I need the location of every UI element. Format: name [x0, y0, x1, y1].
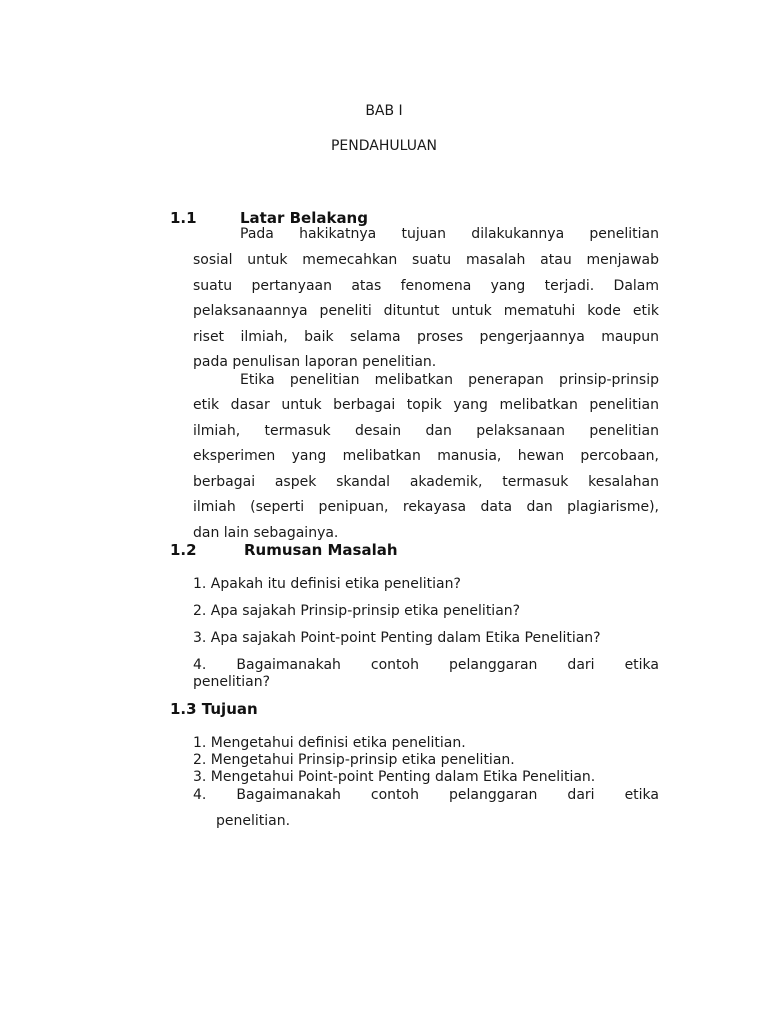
- chapter-title: PENDAHULUAN: [330, 138, 438, 154]
- chapter-label: BAB I: [365, 103, 403, 119]
- list-item: 2. Mengetahui Prinsip-prinsip etika penelitian.: [193, 752, 515, 768]
- paragraph-line: ilmiah, termasuk desain dan pelaksanaan penelitian: [193, 423, 659, 439]
- paragraph-line: etik dasar untuk berbagai topik yang melibatkan penelitian: [193, 397, 659, 413]
- paragraph-line: dan lain sebagainya.: [193, 525, 339, 541]
- paragraph-line: ilmiah (seperti penipuan, rekayasa data dan plagiarisme),: [193, 499, 659, 515]
- list-item: 4. Bagaimanakah contoh pelanggaran dari etika: [193, 787, 659, 803]
- list-item-continuation: penelitian?: [193, 674, 271, 690]
- section-title: Latar Belakang: [240, 209, 368, 227]
- section-title: Rumusan Masalah: [244, 541, 398, 559]
- paragraph-line: pelaksanaannya peneliti dituntut untuk mematuhi kode etik: [193, 303, 659, 319]
- paragraph-line: berbagai aspek skandal akademik, termasuk kesalahan: [193, 474, 659, 490]
- list-item: 1. Apakah itu definisi etika penelitian?: [193, 576, 461, 592]
- paragraph-line: eksperimen yang melibatkan manusia, hewan percobaan,: [193, 448, 659, 464]
- list-item: 2. Apa sajakah Prinsip-prinsip etika penelitian?: [193, 603, 521, 619]
- section-number: 1.1: [170, 209, 197, 227]
- list-item: 1. Mengetahui definisi etika penelitian.: [193, 735, 466, 751]
- paragraph-line: Pada hakikatnya tujuan dilakukannya penelitian: [240, 226, 659, 242]
- paragraph-line: sosial untuk memecahkan suatu masalah atau menjawab: [193, 252, 659, 268]
- paragraph-line: Etika penelitian melibatkan penerapan prinsip-prinsip: [240, 372, 659, 388]
- paragraph-line: pada penulisan laporan penelitian.: [193, 354, 437, 370]
- paragraph-line: riset ilmiah, baik selama proses pengerjaannya maupun: [193, 329, 659, 345]
- section-heading: 1.3 Tujuan: [170, 700, 258, 718]
- list-item-continuation: penelitian.: [216, 813, 291, 829]
- list-item: 3. Apa sajakah Point-point Penting dalam Etika Penelitian?: [193, 630, 601, 646]
- paragraph-line: suatu pertanyaan atas fenomena yang terjadi. Dalam: [193, 278, 659, 294]
- section-number: 1.2: [170, 541, 197, 559]
- list-item: 4. Bagaimanakah contoh pelanggaran dari etika: [193, 657, 659, 673]
- list-item: 3. Mengetahui Point-point Penting dalam Etika Penelitian.: [193, 769, 596, 785]
